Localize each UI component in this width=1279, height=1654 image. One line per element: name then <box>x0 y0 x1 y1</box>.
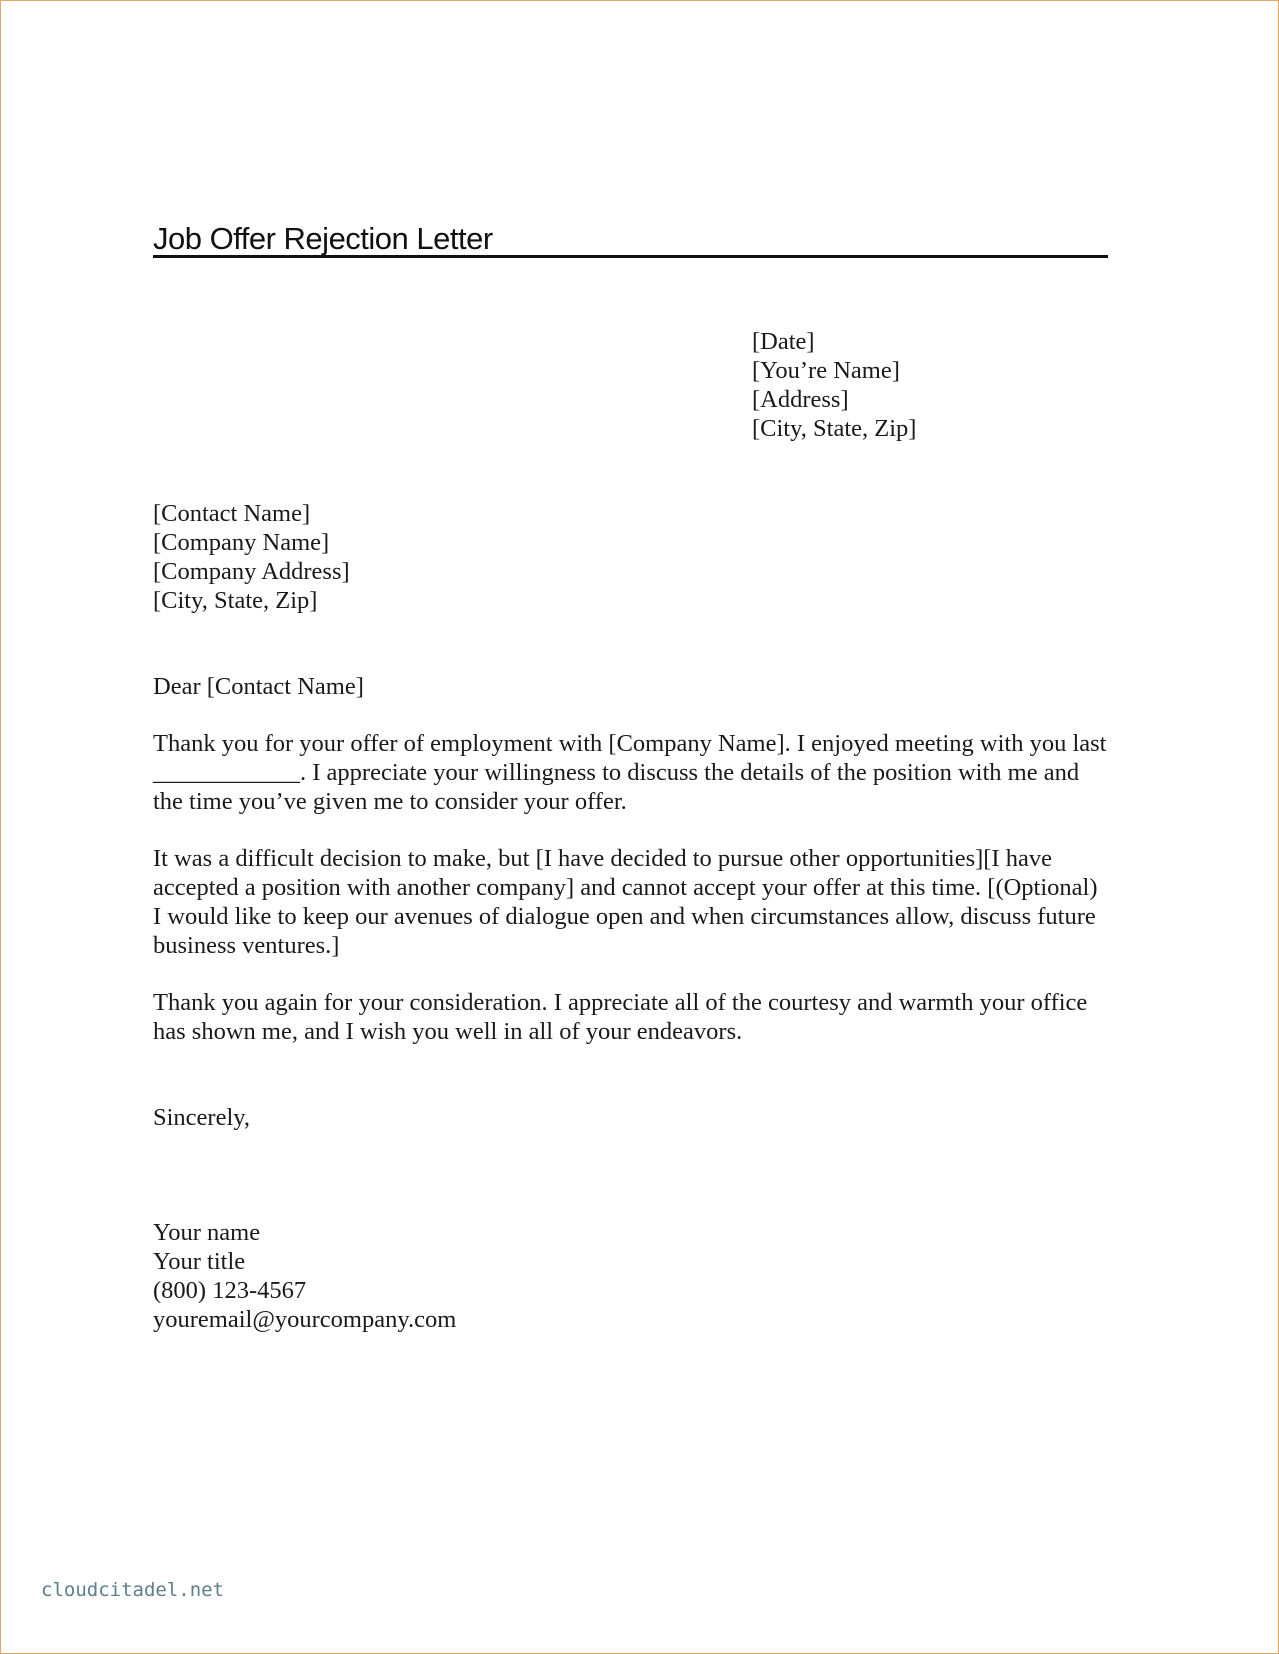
paragraph-3 <box>153 988 1133 1046</box>
sender-block <box>752 327 916 443</box>
recipient-city-state-zip: [City, State, Zip] <box>153 587 318 614</box>
signature-name: Your name <box>153 1219 261 1246</box>
letter-title: Job Offer Rejection Letter <box>153 223 1108 258</box>
closing: Sincerely, <box>153 1104 251 1131</box>
sender-city-state-zip: [City, State, Zip] <box>752 415 917 442</box>
paragraph-2 <box>153 844 1133 960</box>
signature-title: Your title <box>153 1248 246 1275</box>
paragraph-2-line: I would like to keep our avenues of dialogue open and when circumstances allow, discuss future <box>153 903 1096 930</box>
sender-address: [Address] <box>752 386 849 413</box>
signature-email: youremail@yourcompany.com <box>153 1306 457 1333</box>
paragraph-1-line: Thank you for your offer of employment with [Company Name]. I enjoyed meeting with you last <box>153 730 1107 757</box>
salutation: Dear [Contact Name] <box>153 673 364 700</box>
recipient-contact-name: [Contact Name] <box>153 500 311 527</box>
signature-phone: (800) 123-4567 <box>153 1277 307 1304</box>
recipient-company-name: [Company Name] <box>153 529 330 556</box>
paragraph-1-line: ____________. I appreciate your willingness to discuss the details of the position with me and <box>153 759 1080 786</box>
signature-block <box>153 1218 456 1334</box>
paragraph-2-line: business ventures.] <box>153 932 340 959</box>
sender-date: [Date] <box>752 328 815 355</box>
recipient-block <box>153 499 350 615</box>
watermark: cloudcitadel.net <box>41 1579 225 1601</box>
paragraph-1-line: the time you’ve given me to consider your offer. <box>153 788 627 815</box>
paragraph-3-line: Thank you again for your consideration. I appreciate all of the courtesy and warmth your office <box>153 989 1088 1016</box>
paragraph-1 <box>153 729 1133 816</box>
paragraph-3-line: has shown me, and I wish you well in all of your endeavors. <box>153 1018 743 1045</box>
recipient-company-address: [Company Address] <box>153 558 350 585</box>
paragraph-2-line: accepted a position with another company] and cannot accept your offer at this time. [(Optional) <box>153 874 1098 901</box>
paragraph-2-line: It was a difficult decision to make, but [I have decided to pursue other opportunities][I have <box>153 845 1052 872</box>
sender-name: [You’re Name] <box>752 357 900 384</box>
